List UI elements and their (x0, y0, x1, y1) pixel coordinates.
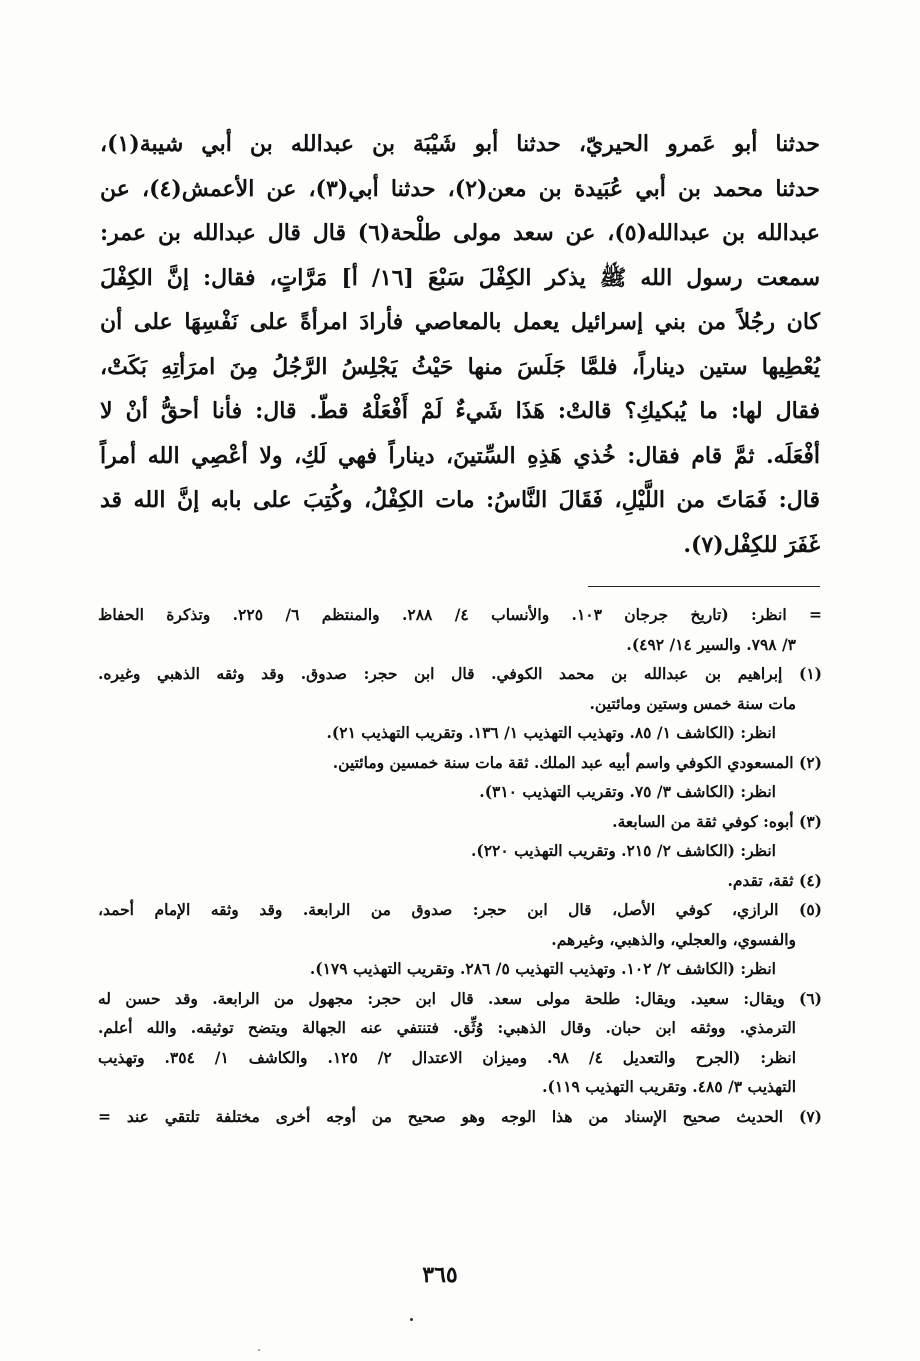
footnote-line: انظر: (الكاشف ٣/ ٧٥. وتقريب التهذيب ٣١٠). (479, 782, 776, 801)
body-line: كان رجُلاً من بني إسرائيل يعمل بالمعاصي فأرادَ امرأةً على نَفْسِهَا على أن (100, 309, 820, 335)
footnote-line: (٣) أبوه: كوفي ثقة من السابعة. (612, 811, 822, 831)
body-line: فقال لها: ما يُبكيكِ؟ قالتْ: هَذَا شَيءٌ لَمْ أَفْعَلْهُ قطّ. قال: فأنا أحقُّ أنْ لا (100, 398, 820, 424)
body-line: قال: فَمَاتَ من اللَّيْلِ، فَقَالَ النَّاسُ: مات الكِفْلُ، وكُتِبَ على بابه إنَّ الله قد (100, 487, 820, 513)
hadith-body-text (100, 122, 820, 567)
footnote-line: (٦) ويقال: سعيد. ويقال: طلحة مولى سعد. قال ابن حجر: مجهول من الرابعة. وقد حسن له (98, 988, 822, 1008)
body-line: عبدالله بن عبدالله(٥)، عن سعد مولى طلْحة(٦) قال قال عبدالله بن عمر: (100, 220, 821, 246)
footnote-line: (٧) الحديث صحيح الإسناد من هذا الوجه وهو صحيح من أوجه أخرى مختلفة تلتقي عند = (98, 1106, 822, 1126)
footnote-separator (588, 586, 820, 587)
footnote-line: انظر: (الكاشف ٢/ ٢١٥. وتقريب التهذيب ٢٢٠). (470, 841, 776, 860)
body-line: يُعْطِيها ستين ديناراً، فلمَّا جَلَسَ منها حَيْثُ يَجْلِسُ الرَّجُلُ مِنَ امرَأتِهِ بَكَتْ، (100, 353, 820, 380)
footnotes-section (98, 600, 822, 1131)
footnote-line: (٥) الرازي، كوفي الأصل، قال ابن حجر: صدوق من الرابعة. وقد وثقه الإمام أحمد، (98, 900, 822, 919)
footnote-line: مات سنة خمس وستين ومائتين. (589, 693, 796, 713)
body-line: سمعت رسول الله ﷺ يذكر الكِفْلَ سَبْعَ [١٦/ أ] مَرَّاتٍ، فقال: إنَّ الكِفْلَ (100, 264, 820, 291)
page-number: ٣٦٥ (422, 1262, 458, 1288)
print-speck (258, 1349, 260, 1351)
footnote-line: انظر: (الجرح والتعديل ٤/ ٩٨. وميزان الاعتدال ٢/ ١٢٥. والكاشف ١/ ٣٥٤. وتهذيب (98, 1047, 797, 1067)
footnote-line: والفسوي، والعجلي، والذهبي، وغيرهم. (551, 929, 796, 949)
footnote-line: (١) إبراهيم بن عبدالله بن محمد الكوفي. قال ابن حجر: صدوق. وقد وثقه الذهبي وغيره. (98, 664, 822, 683)
footnote-line: الترمذي. ووثقه ابن حبان. وقال الذهبي: وُثِّق. فتنتفي عنه الجهالة ويتضح توثيقه. والله أعلم. (98, 1018, 796, 1037)
body-line: غَفَرَ للكِفْل(٧). (683, 531, 820, 558)
body-line: أفْعَلَه. ثمَّ قام فقال: خُذي هَذِهِ السِّتينَ، ديناراً فهي لَكِ، ولا أعْصِي الله أمراً (100, 442, 820, 469)
footnote-line: ٣/ ٧٩٨. والسير ١٤/ ٤٩٢). (626, 634, 796, 654)
body-line: حدثنا محمد بن أبي عُبَيدة بن معن(٢)، حدثنا أبي(٣)، عن الأعمش(٤)، عن (100, 175, 821, 202)
footnote-line: (٢) المسعودي الكوفي واسم أبيه عبد الملك. ثقة مات سنة خمسين ومائتين. (332, 752, 822, 772)
footnote-line: انظر: (الكاشف ١/ ٨٥. وتهذيب التهذيب ١/ ١٣٦. وتقريب التهذيب ٢١). (326, 723, 776, 742)
print-speck (410, 1318, 413, 1321)
footnote-line: = انظر: (تاريخ جرجان ١٠٣. والأنساب ٤/ ٢٨٨. والمنتظم ٦/ ٢٢٥. وتذكرة الحفاظ (98, 605, 822, 624)
footnote-line: انظر: (الكاشف ٢/ ١٠٢. وتهذيب التهذيب ٥/ ٢٨٦. وتقريب التهذيب ١٧٩). (309, 959, 776, 978)
body-line: حدثنا أبو عَمرو الحيريّ، حدثنا أبو شَيْبَة بن عبدالله بن أبي شيبة(١)، (100, 131, 820, 157)
footnote-line: (٤) ثقة، تقدم. (727, 870, 822, 890)
footnote-line: التهذيب ٣/ ٤٨٥. وتقريب التهذيب ١١٩). (542, 1077, 796, 1096)
